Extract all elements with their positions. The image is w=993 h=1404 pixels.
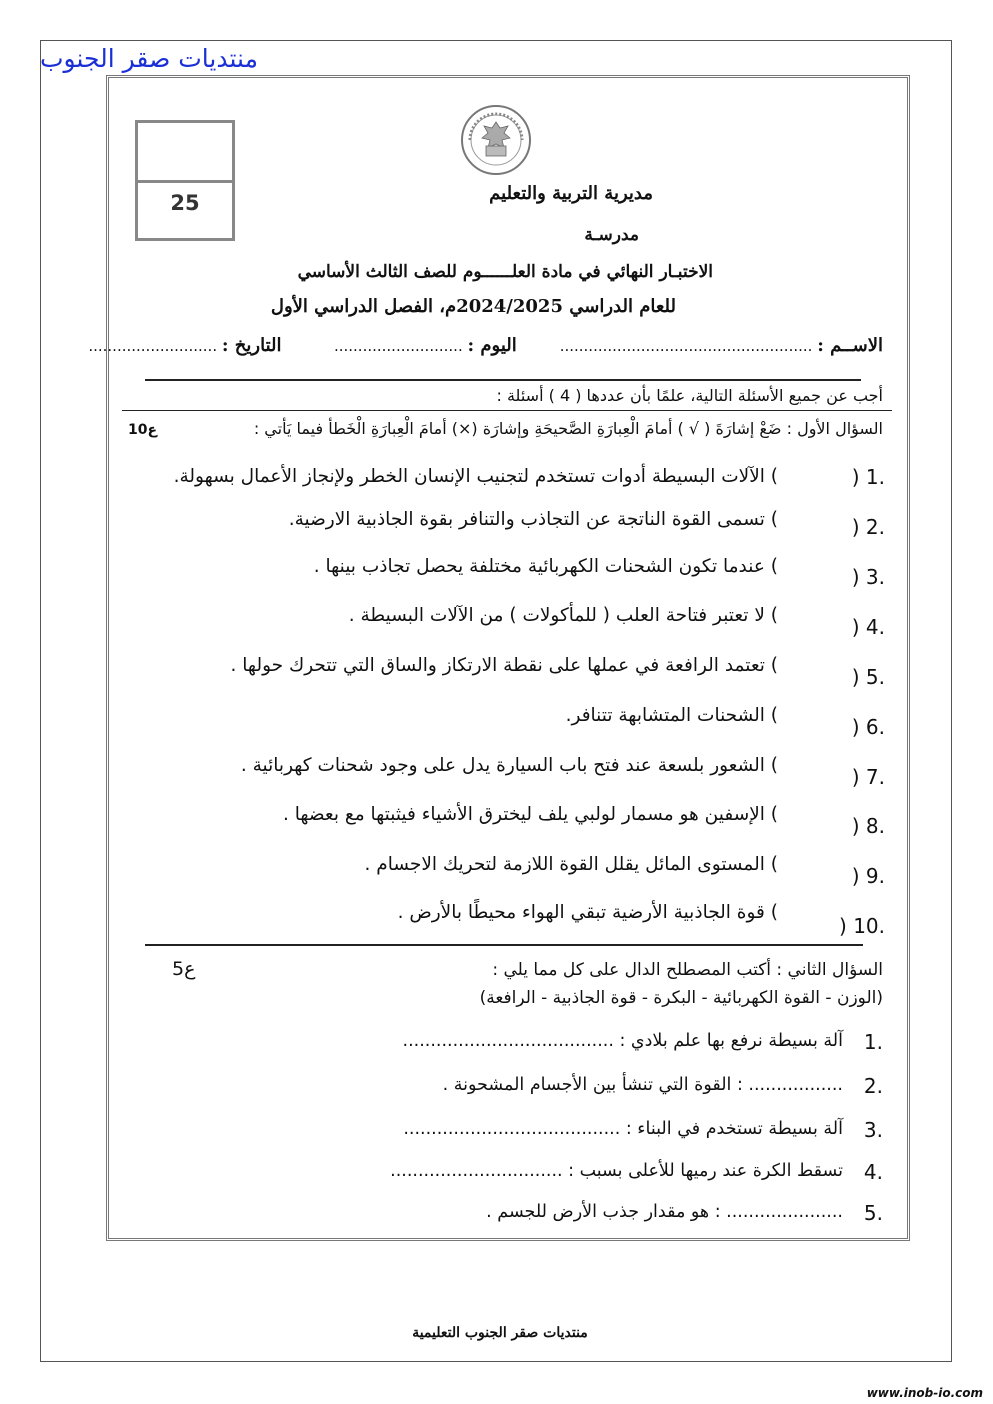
- date-field: ...........................: [88, 337, 218, 355]
- q2-item-number: .5: [863, 1201, 883, 1225]
- q1-item-text: ) الآلات البسيطة أدوات تستخدم لتجنيب الإنسان الخطر ولإنجاز الأعمال بسهولة.: [173, 466, 778, 487]
- watermark-title: منتديات صقر الجنوب: [40, 44, 258, 73]
- grade-box: [135, 120, 235, 241]
- q1-item-text: ) الشحنات المتشابهة تتنافر.: [565, 705, 778, 726]
- student-info-row: [88, 335, 883, 356]
- question-2-marks: 5ع: [172, 958, 196, 980]
- q1-item-text: ) الشعور بلسعة عند فتح باب السيارة يدل على وجود شحنات كهربائية .: [240, 755, 778, 776]
- q2-item-text: آلة بسيطة تستخدم في البناء : .......................................: [403, 1119, 843, 1139]
- school-label: مدرسـة: [584, 225, 639, 245]
- jordan-emblem-icon: [456, 100, 536, 180]
- q1-item-number: .3 (: [851, 565, 885, 589]
- q1-item-number: .7 (: [851, 765, 885, 789]
- q2-item-number: .1: [863, 1030, 883, 1054]
- q1-item-text: ) قوة الجاذبية الأرضية تبقي الهواء محيطًا بالأرض .: [397, 902, 778, 923]
- q1-item-text: ) الإسفين هو مسمار لولبي يلف ليخترق الأشياء فيثبتها مع بعضها .: [282, 804, 778, 825]
- q1-item-text: ) لا تعتبر فتاحة العلب ( للمأكولات ) من الآلات البسيطة .: [348, 605, 778, 626]
- divider: [122, 410, 892, 411]
- date-label: التاريخ :: [221, 335, 282, 356]
- q2-item-text: ................. : القوة التي تنشأ بين الأجسام المشحونة .: [442, 1075, 843, 1095]
- q2-item-text: تسقط الكرة عند رميها للأعلى بسبب : ...............................: [390, 1161, 843, 1181]
- q1-item-text: ) تسمى القوة الناتجة عن التجاذب والتنافر بقوة الجاذبية الارضية.: [288, 509, 778, 530]
- grade-divider: [138, 180, 232, 183]
- q2-item-number: .4: [863, 1160, 883, 1184]
- divider: [145, 379, 861, 381]
- q1-item-text: ) تعتمد الرافعة في عملها على نقطة الارتكاز والساق التي تتحرك حولها .: [230, 655, 778, 676]
- exam-year: للعام الدراسي 2024/2025م، الفصل الدراسي الأول: [270, 296, 676, 317]
- q1-item-number: .8 (: [851, 814, 885, 838]
- q1-item-text: ) المستوى المائل يقلل القوة اللازمة لتحريك الاجسام .: [364, 854, 778, 875]
- q1-item-number: .10 (: [839, 914, 885, 938]
- question-2-terms: (الوزن - القوة الكهربائية - البكرة - قوة الجاذبية - الرافعة): [479, 988, 883, 1008]
- exam-title: الاختبـار النهائي في مادة العلــــــوم للصف الثالث الأساسي: [297, 262, 713, 282]
- q1-item-number: .4 (: [851, 615, 885, 639]
- name-label: الاســم :: [817, 335, 883, 356]
- day-label: اليوم :: [467, 335, 517, 356]
- name-field: .....................................................: [559, 337, 813, 355]
- question-1-title: السؤال الأول : ضَعْ إشارَةَ ( √ ) أمامَ الْعِبارَةِ الصَّحيحَةِ وإشارَة (×) أمامَ الْعِبارَةِ الْخَطأ فيما يَأتي :: [253, 419, 883, 438]
- question-1-marks: 10ع: [128, 422, 158, 438]
- footer-url[interactable]: www.inob-io.com: [866, 1386, 983, 1400]
- footer-site-name: منتديات صقر الجنوب التعليمية: [412, 1325, 588, 1341]
- instructions: أجب عن جميع الأسئلة التالية، علمًا بأن عددها ( 4 ) أسئلة :: [496, 386, 883, 405]
- q1-item-number: .5 (: [851, 665, 885, 689]
- q2-item-text: آلة بسيطة نرفع بها علم بلادي : ......................................: [402, 1031, 843, 1051]
- q1-item-number: .6 (: [851, 715, 885, 739]
- divider: [145, 944, 863, 946]
- day-field: ...........................: [333, 337, 463, 355]
- directorate-name: مديرية التربية والتعليم: [489, 183, 653, 204]
- q1-item-number: .1 (: [851, 465, 885, 489]
- question-2-title: السؤال الثاني : أكتب المصطلح الدال على كل مما يلي :: [492, 960, 883, 980]
- q1-item-number: .2 (: [851, 515, 885, 539]
- q1-item-text: ) عندما تكون الشحنات الكهربائية مختلفة يحصل تجاذب بينها .: [313, 556, 778, 577]
- q2-item-number: .3: [863, 1118, 883, 1142]
- grade-total: 25: [170, 191, 200, 215]
- q1-item-number: .9 (: [851, 864, 885, 888]
- q2-item-number: .2: [863, 1074, 883, 1098]
- q2-item-text: ..................... : هو مقدار جذب الأرض للجسم .: [486, 1202, 843, 1222]
